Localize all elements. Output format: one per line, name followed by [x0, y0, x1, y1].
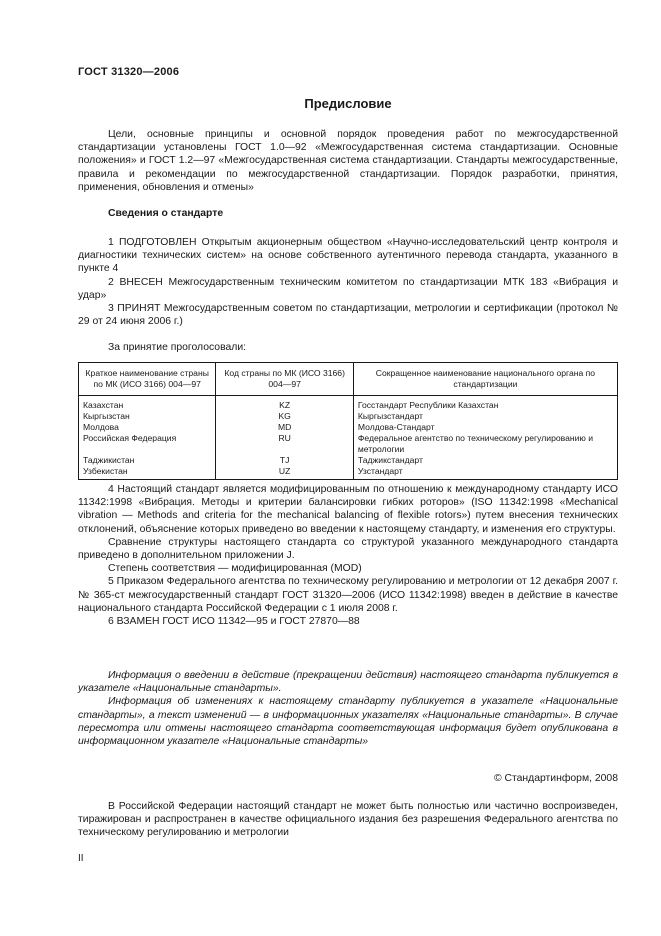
header-body: Сокращенное наименование национального органа по стандартизации	[353, 363, 617, 396]
page-number: II	[78, 853, 84, 864]
table-row	[79, 466, 618, 480]
intro-text: Цели, основные принципы и основной порядок проведения работ по межгосударственной стандартизации установлены ГОСТ 1.0—92 «Межгосударственная система стандартизации. Основные положения» и ГОСТ 1.2—97 «Межгосударственная система стандартизации. Стандарты межгосударственные, правила и рекомендации по межгосударственной стандартизации. Порядок разработки, принятия, применения, обновления и отмены»	[78, 129, 618, 193]
info-heading: Сведения о стандарте	[108, 208, 224, 219]
vote-intro-text: За принятие проголосовали:	[108, 342, 247, 353]
item-2: 2 ВНЕСЕН Межгосударственным техническим комитетом по стандартизации МТК 183 «Вибрация и удар»	[78, 276, 618, 301]
body-cell: Федеральное агентство по техническому регулированию и метрологии	[353, 433, 617, 455]
body-cell: Таджикстандарт	[353, 455, 617, 466]
country-cell: Казахстан	[79, 396, 216, 412]
publication-notices	[78, 669, 618, 748]
header-country: Краткое наименование страны по МК (ИСО 3166) 004—97	[79, 363, 216, 396]
body-cell: Госстандарт Республики Казахстан	[353, 396, 617, 412]
copyright-line: © Стандартинформ, 2008	[493, 773, 618, 784]
code-cell: UZ	[216, 466, 353, 480]
info-items-continued	[78, 483, 618, 628]
vote-table	[78, 362, 618, 480]
table-row	[79, 396, 618, 412]
country-cell: Молдова	[79, 422, 216, 433]
code-cell: KZ	[216, 396, 353, 412]
country-cell: Таджикистан	[79, 455, 216, 466]
table-row	[79, 411, 618, 422]
structure-note: Сравнение структуры настоящего стандарта со структурой указанного международного стандарта приведено в дополнительном приложении J.	[78, 536, 618, 562]
notice-changes: Информация об изменениях к настоящему стандарту публикуется в указателе «Национальные стандарты», а текст изменений — в информационных указателях «Национальные стандарты». В случае пересмотра или отмены настоящего стандарта соответствующая информация будет опубликована в информационном указателе «Национальные стандарты»	[78, 696, 618, 748]
code-cell: MD	[216, 422, 353, 433]
vote-intro	[78, 341, 618, 354]
item-4: 4 Настоящий стандарт является модифицированным по отношению к международному стандарту ИСО 11342:1998 «Вибрация. Методы и критерии балансировки гибких роторов» (ISO 11342:1998 «Mechanical vibration — Methods and criteria for the mechanical balancing of flexible rotors») путем внесения технических отклонений, объяснение которых приведено во введении к настоящему стандарту, и изменения его структуры.	[78, 484, 618, 535]
body-cell: Молдова-Стандарт	[353, 422, 617, 433]
item-6: 6 ВЗАМЕН ГОСТ ИСО 11342—95 и ГОСТ 27870—88	[108, 616, 360, 628]
standard-code-header: ГОСТ 31320—2006	[78, 66, 180, 78]
table-row	[79, 433, 618, 455]
notice-introduction: Информация о введении в действие (прекращении действия) настоящего стандарта публикуется в указателе «Национальные стандарты».	[78, 670, 618, 695]
body-cell: Кыргызстандарт	[353, 411, 617, 422]
code-cell: KG	[216, 411, 353, 422]
vote-table-header-row	[79, 363, 618, 396]
item-5: 5 Приказом Федерального агентства по техническому регулированию и метрологии от 12 декабря 2007 г. № 365-ст межгосударственный стандарт ГОСТ 31320—2006 (ИСО 11342:1998) введен в действие в качестве национального стандарта Российской Федерации с 1 июля 2008 г.	[78, 576, 618, 614]
code-cell: TJ	[216, 455, 353, 466]
table-row	[79, 422, 618, 433]
intro-paragraph	[78, 128, 618, 194]
item-1: 1 ПОДГОТОВЛЕН Открытым акционерным обществом «Научно-исследовательский центр контроля и диагностики технических систем» на основе собственного аутентичного перевода стандарта, указанного в пункте 4	[78, 237, 618, 275]
table-row	[79, 455, 618, 466]
page-title: Предисловие	[304, 96, 392, 111]
rights-text: В Российской Федерации настоящий стандарт не может быть полностью или частично воспроизведен, тиражирован и распространен в качестве официального издания без разрешения Федерального агентства по техническому регулированию и метрологии	[78, 801, 618, 839]
header-code: Код страны по МК (ИСО 3166) 004—97	[216, 363, 353, 396]
country-cell: Кыргызстан	[79, 411, 216, 422]
info-items	[78, 236, 618, 328]
body-cell: Узстандарт	[353, 466, 617, 480]
item-3: 3 ПРИНЯТ Межгосударственным советом по стандартизации, метрологии и сертификации (протокол № 29 от 24 июня 2006 г.)	[78, 303, 618, 328]
country-cell: Российская Федерация	[79, 433, 216, 455]
conformity-note: Степень соответствия — модифицированная (MOD)	[108, 563, 362, 575]
code-cell: RU	[216, 433, 353, 455]
rights-paragraph	[78, 800, 618, 840]
country-cell: Узбекистан	[79, 466, 216, 480]
